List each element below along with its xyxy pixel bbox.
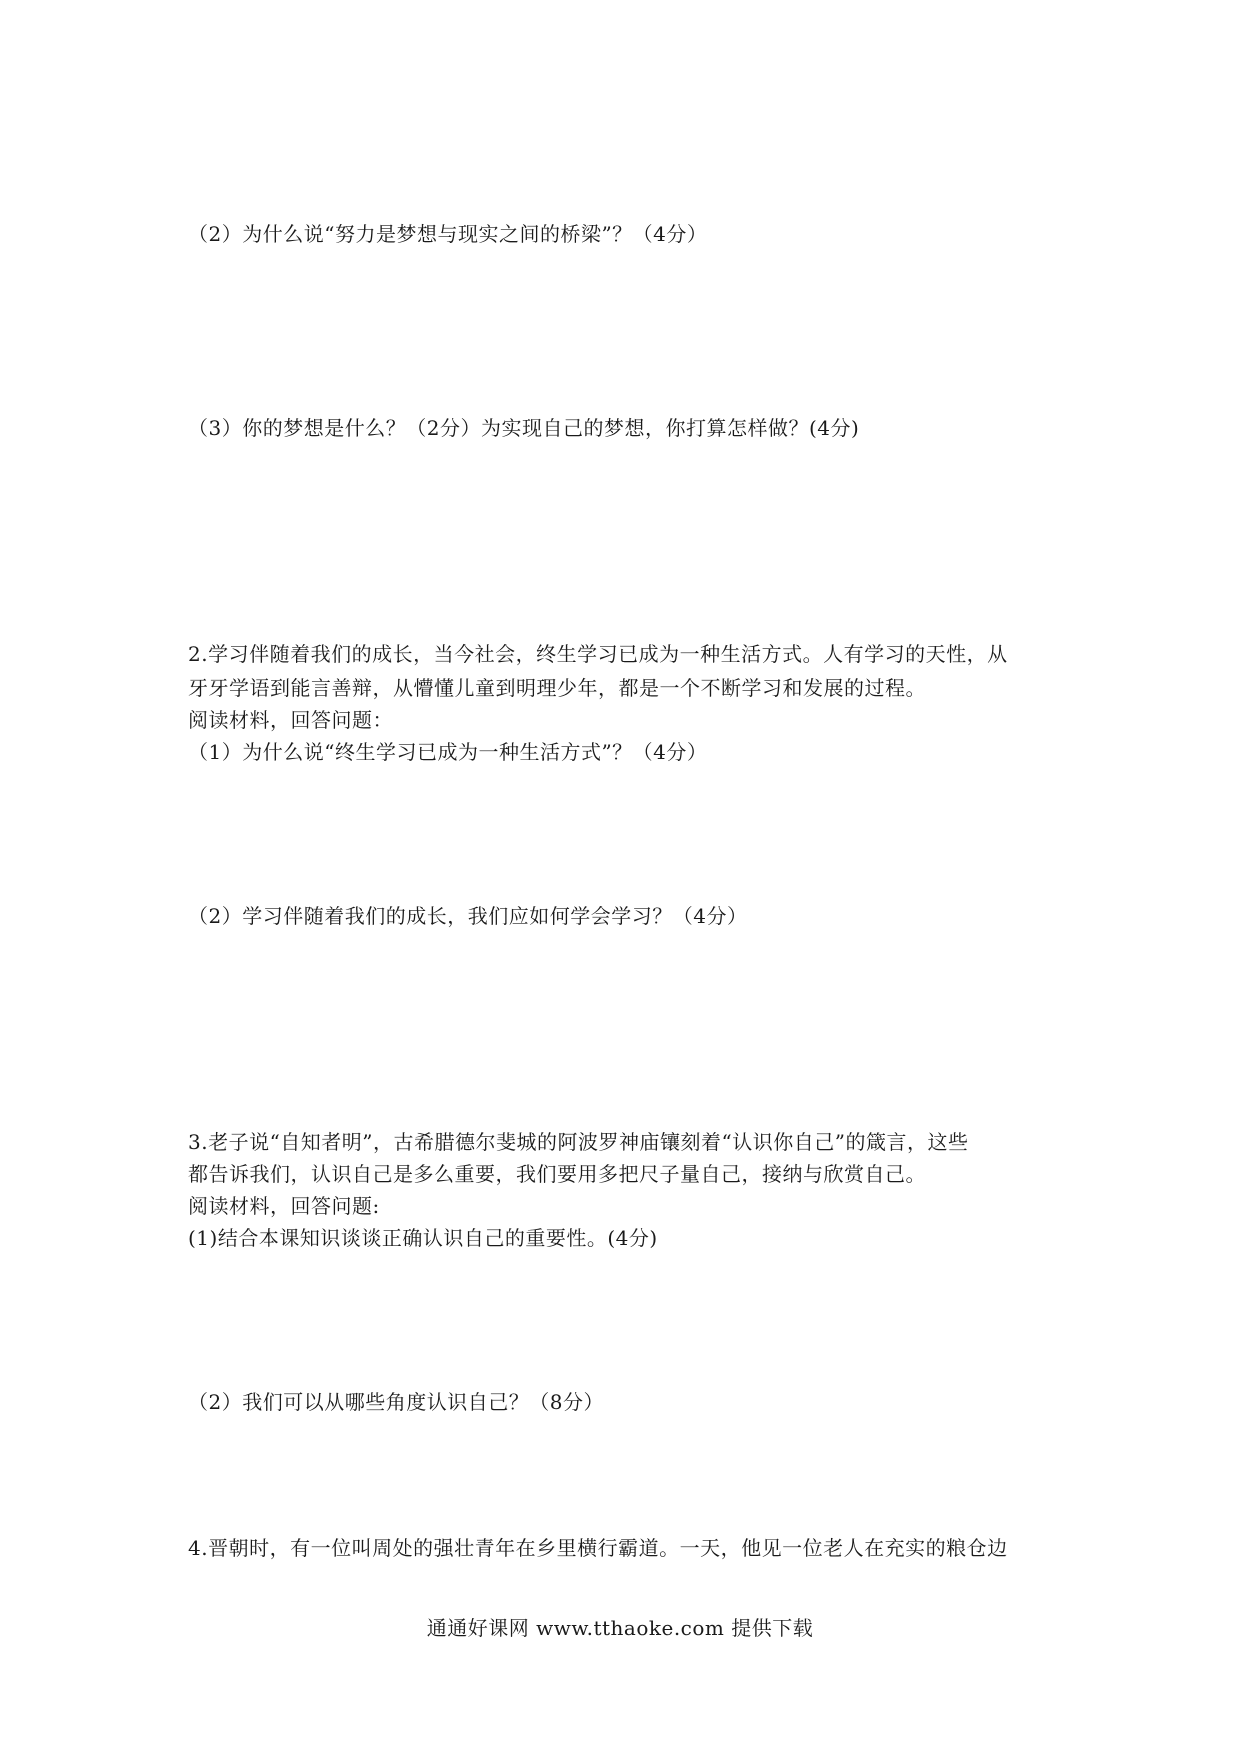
q2-sub2: （2）学习伴随着我们的成长，我们应如何学会学习？（4分） xyxy=(188,904,748,928)
q2-stem-line1: 2.学习伴随着我们的成长，当今社会，终生学习已成为一种生活方式。人有学习的天性，从 xyxy=(188,642,1008,666)
q3-sub2: （2）我们可以从哪些角度认识自己？（8分） xyxy=(188,1390,604,1414)
q3-stem-line2: 都告诉我们，认识自己是多么重要，我们要用多把尺子量自己，接纳与欣赏自己。 xyxy=(188,1162,926,1186)
footer-download-note: 通通好课网 www.tthaoke.com 提供下载 xyxy=(426,1616,814,1640)
q3-instruction: 阅读材料，回答问题: xyxy=(188,1194,380,1218)
q4-stem-line1: 4.晋朝时，有一位叫周处的强壮青年在乡里横行霸道。一天，他见一位老人在充实的粮仓边 xyxy=(188,1536,1008,1560)
q3-sub1: (1)结合本课知识谈谈正确认识自己的重要性。(4分) xyxy=(188,1226,658,1250)
q3-stem-line1: 3.老子说“自知者明”，古希腊德尔斐城的阿波罗神庙镶刻着“认识你自己”的箴言，这些 xyxy=(188,1130,969,1154)
q2-stem-line2: 牙牙学语到能言善辩，从懵懂儿童到明理少年，都是一个不断学习和发展的过程。 xyxy=(188,676,926,700)
q1-sub3: （3）你的梦想是什么？（2分）为实现自己的梦想，你打算怎样做？(4分) xyxy=(188,416,860,440)
q1-sub2: （2）为什么说“努力是梦想与现实之间的桥梁”？（4分） xyxy=(188,222,708,246)
q2-instruction: 阅读材料，回答问题： xyxy=(188,708,393,732)
q2-sub1: （1）为什么说“终生学习已成为一种生活方式”？（4分） xyxy=(188,740,708,764)
